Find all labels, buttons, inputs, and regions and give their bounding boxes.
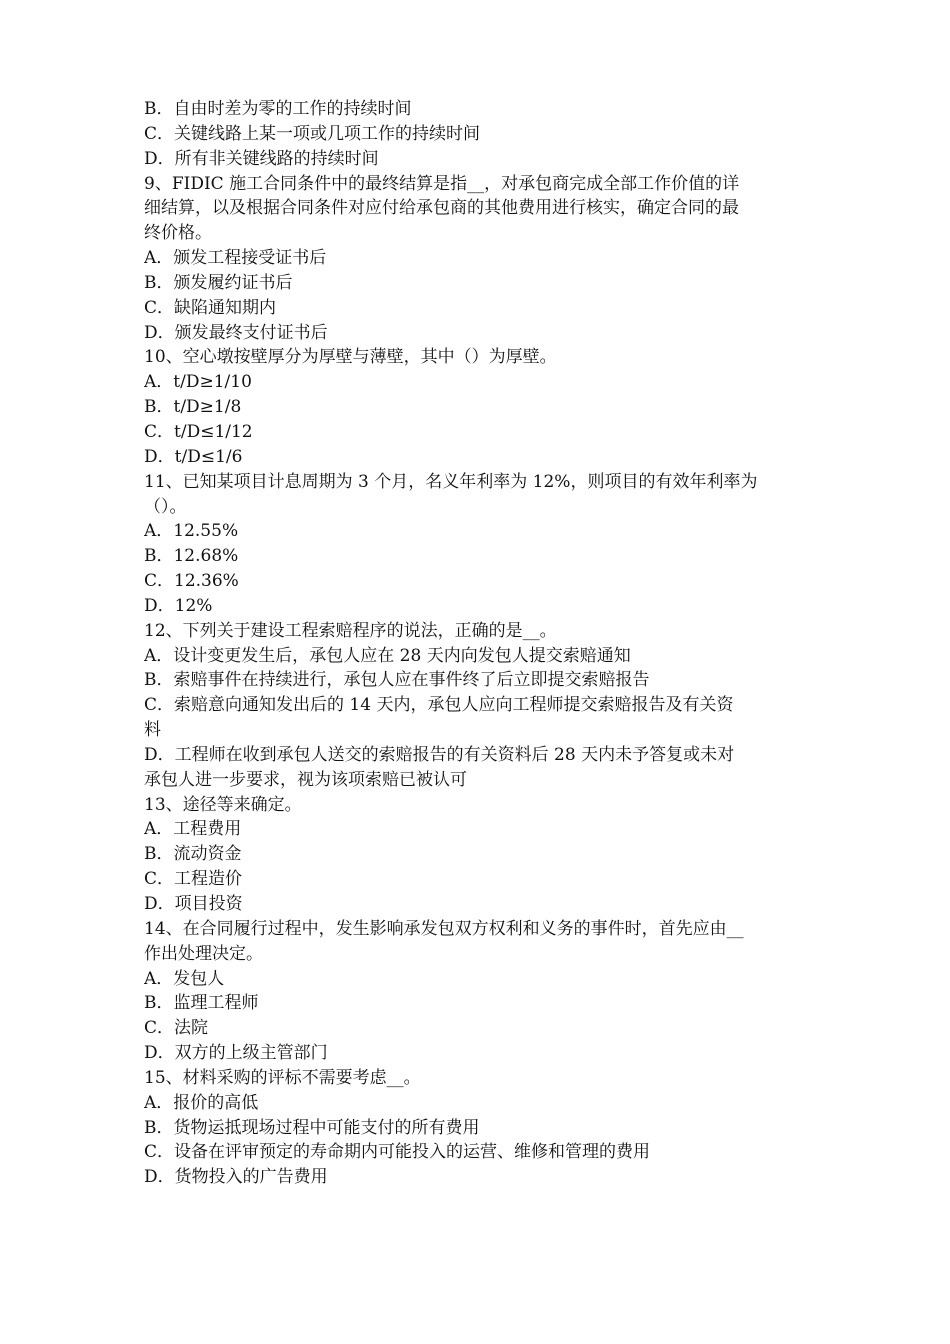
question-11-line-2: （）。 xyxy=(144,496,187,517)
option-12b: B．索赔事件在持续进行，承包人应在事件终了后立即提交索赔报告 xyxy=(144,670,650,691)
question-9-line-1: 9、FIDIC 施工合同条件中的最终结算是指__，对承包商完成全部工作价值的详 xyxy=(144,173,740,194)
question-text-block xyxy=(144,97,812,1190)
option-8b: B．自由时差为零的工作的持续时间 xyxy=(144,99,412,119)
option-9c: C．缺陷通知期内 xyxy=(144,297,277,318)
question-13: 13、途径等来确定。 xyxy=(144,794,302,815)
question-14-line-2: 作出处理决定。 xyxy=(144,943,263,964)
option-14d: D．双方的上级主管部门 xyxy=(144,1043,328,1064)
option-9d: D．颁发最终支付证书后 xyxy=(144,322,328,343)
option-12c-line-2: 料 xyxy=(144,720,161,741)
option-11a: A．12.55% xyxy=(144,521,239,542)
option-14b: B．监理工程师 xyxy=(144,993,259,1014)
option-9b: B．颁发履约证书后 xyxy=(144,272,293,293)
option-8d: D．所有非关键线路的持续时间 xyxy=(144,148,379,169)
option-12c-line-1: C．索赔意向通知发出后的 14 天内，承包人应向工程师提交索赔报告及有关资 xyxy=(144,695,734,716)
option-15a: A．报价的高低 xyxy=(144,1092,259,1113)
option-10b: B．t/D≥1/8 xyxy=(144,397,242,418)
option-14a: A．发包人 xyxy=(144,968,225,989)
question-15: 15、材料采购的评标不需要考虑__。 xyxy=(144,1067,421,1088)
option-11d: D．12% xyxy=(144,595,213,616)
question-9-line-2: 细结算，以及根据合同条件对应付给承包商的其他费用进行核实，确定合同的最 xyxy=(144,198,739,219)
option-13c: C．工程造价 xyxy=(144,869,243,890)
question-11-line-1: 11、已知某项目计息周期为 3 个月，名义年利率为 12%，则项目的有效年利率为 xyxy=(144,471,758,492)
question-10: 10、空心墩按壁厚分为厚壁与薄壁，其中（）为厚壁。 xyxy=(144,347,557,368)
option-10d: D．t/D≤1/6 xyxy=(144,446,243,467)
option-15b: B．货物运抵现场过程中可能支付的所有费用 xyxy=(144,1117,480,1138)
option-11b: B．12.68% xyxy=(144,546,239,567)
option-10a: A．t/D≥1/10 xyxy=(144,372,252,393)
option-13d: D．项目投资 xyxy=(144,894,243,914)
option-8c: C．关键线路上某一项或几项工作的持续时间 xyxy=(144,123,481,144)
option-13b: B．流动资金 xyxy=(144,844,242,865)
option-14c: C．法院 xyxy=(144,1018,209,1039)
option-9a: A．颁发工程接受证书后 xyxy=(144,248,327,269)
option-15c: C．设备在评审预定的寿命期内可能投入的运营、维修和管理的费用 xyxy=(144,1142,651,1163)
option-12d-line-1: D．工程师在收到承包人送交的索赔报告的有关资料后 28 天内未予答复或未对 xyxy=(144,744,735,765)
option-12a: A．设计变更发生后，承包人应在 28 天内向发包人提交索赔通知 xyxy=(144,645,631,666)
option-10c: C．t/D≤1/12 xyxy=(144,421,253,442)
option-15d: D．货物投入的广告费用 xyxy=(144,1167,328,1188)
question-9-line-3: 终价格。 xyxy=(144,223,212,244)
option-12d-line-2: 承包人进一步要求，视为该项索赔已被认可 xyxy=(144,769,467,790)
option-13a: A．工程费用 xyxy=(144,819,242,840)
option-11c: C．12.36% xyxy=(144,571,239,592)
question-14-line-1: 14、在合同履行过程中，发生影响承发包双方权利和义务的事件时，首先应由__ xyxy=(144,918,744,939)
question-12: 12、下列关于建设工程索赔程序的说法，正确的是__。 xyxy=(144,620,557,641)
